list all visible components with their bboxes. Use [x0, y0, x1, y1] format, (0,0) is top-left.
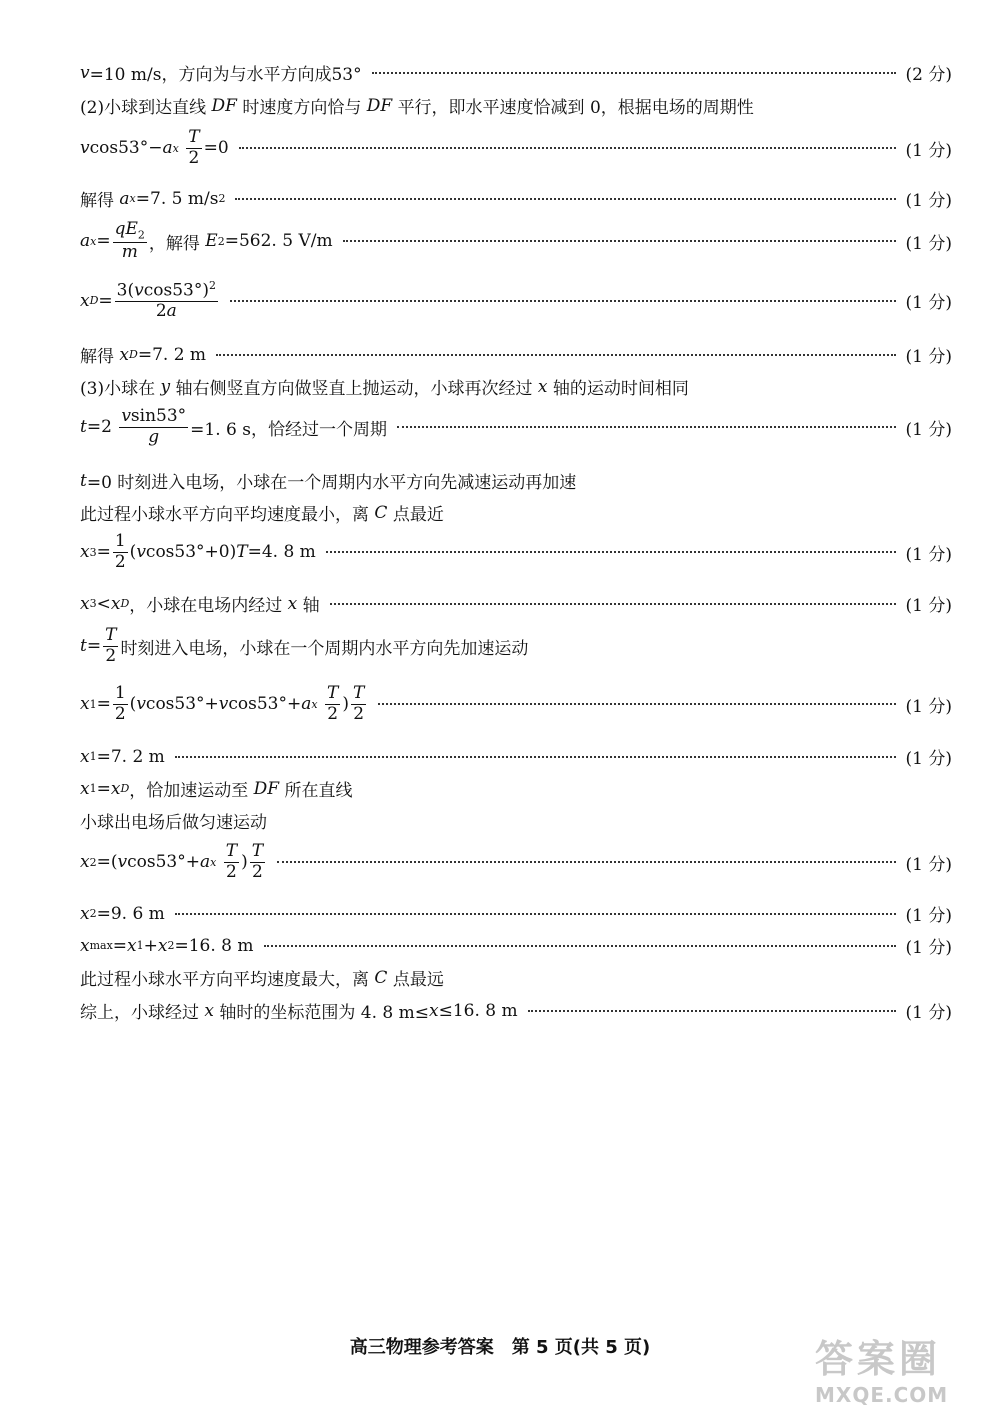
answer-line [80, 500, 952, 525]
score-label: (1 分) [905, 696, 952, 717]
dot-leader [277, 861, 895, 863]
answer-line [80, 468, 952, 493]
answer-line [80, 93, 952, 118]
dot-leader [326, 551, 896, 553]
watermark-top: 答案圈 [815, 1337, 942, 1381]
score-label: (1 分) [905, 906, 952, 926]
score-label: (1 分) [905, 854, 952, 875]
answer-text: a x = $\frac{qE_2}{m}$ ，解得 E 2 =562. 5 V/m [80, 219, 333, 263]
score-label: (1 分) [905, 419, 952, 440]
answer-line [80, 965, 952, 990]
dot-leader [528, 1010, 896, 1012]
answer-line [80, 842, 952, 882]
dot-leader [216, 354, 895, 356]
score-label: (1 分) [905, 140, 952, 161]
answer-text: (3)小球在 y 轴右侧竖直方向做竖直上抛运动，小球再次经过 x 轴的运动时间相同 [80, 376, 689, 399]
score-label: (2 分) [905, 65, 952, 85]
answer-line [80, 626, 952, 666]
answer-text: x D = $\frac{3(vcos53^\circ)^2}{2a}$ [80, 279, 216, 322]
score-label: (1 分) [905, 191, 952, 211]
page-footer: 高三物理参考答案 第 5 页(共 5 页) [349, 1337, 651, 1358]
score-label: (1 分) [905, 233, 952, 254]
answer-line [80, 60, 952, 85]
answer-line [80, 933, 952, 958]
answer-line [80, 776, 952, 801]
score-label: (1 分) [905, 938, 952, 958]
dot-leader [235, 198, 895, 200]
dot-leader [343, 240, 896, 242]
answer-line [80, 591, 952, 616]
answer-text: 解得 a x =7. 5 m/s 2 [80, 188, 226, 211]
answer-text: t =2 $\frac{vsin53^\circ}{g}$ =1. 6 s，恰经过一个周期 [80, 406, 387, 447]
score-label: (1 分) [905, 749, 952, 769]
answer-text: (2)小球到达直线 DF 时速度方向恰与 DF 平行，即水平速度恰减到 0，根据电场的周期性 [80, 95, 754, 118]
dot-leader [230, 300, 896, 302]
answer-line [80, 220, 952, 263]
answer-line [80, 901, 952, 926]
answer-text: x 1 = $\frac{1}{2}$ ( v cos53°+ v cos53°+ a x $\frac{T}{2}$ ) $\frac{T}{2}$ [80, 683, 365, 724]
answer-text: v =10 m/s，方向为与水平方向成53° [80, 62, 362, 85]
answer-text: t =0 时刻进入电场，小球在一个周期内水平方向先减速运动再加速 [80, 470, 577, 493]
answer-line [80, 808, 952, 833]
answer-line [80, 342, 952, 367]
dot-leader [372, 72, 896, 74]
answer-text: x 3 < x D ，小球在电场内经过 x 轴 [80, 593, 320, 616]
answer-text: 小球出电场后做匀速运动 [80, 813, 267, 833]
answer-line [80, 407, 952, 447]
dot-leader [330, 603, 896, 605]
dot-leader [397, 426, 896, 428]
watermark-logo [815, 1328, 995, 1407]
answer-line [80, 186, 952, 211]
answer-line [80, 374, 952, 399]
answer-line [80, 280, 952, 322]
answer-text: x 2 =9. 6 m [80, 903, 165, 924]
answer-text: x 1 = x D ，恰加速运动至 DF 所在直线 [80, 778, 353, 801]
dot-leader [175, 913, 896, 915]
answer-line [80, 532, 952, 572]
answer-line [80, 744, 952, 769]
answer-text: v cos53°− a x $\frac{T}{2}$ =0 [80, 127, 229, 168]
answer-text: x 2 =( v cos53°+ a x $\frac{T}{2}$ ) $\frac{T}{2}$ [80, 841, 264, 882]
watermark-bottom: MXQE.COM [815, 1383, 949, 1407]
score-label: (1 分) [905, 544, 952, 565]
answer-line [80, 684, 952, 724]
answer-text: 解得 x D =7. 2 m [80, 344, 207, 367]
answer-text: x 1 =7. 2 m [80, 746, 165, 767]
answer-text: 此过程小球水平方向平均速度最大，离 C 点最远 [80, 967, 444, 990]
dot-leader [378, 703, 895, 705]
dot-leader [175, 756, 896, 758]
answer-line [80, 998, 952, 1023]
score-label: (1 分) [905, 347, 952, 367]
score-label: (1 分) [905, 596, 952, 616]
answer-line [80, 128, 952, 168]
answer-text: 此过程小球水平方向平均速度最小，离 C 点最近 [80, 502, 444, 525]
dot-leader [264, 945, 896, 947]
answer-text: x max = x 1 + x 2 =16. 8 m [80, 935, 254, 956]
score-label: (1 分) [905, 1003, 952, 1023]
answer-text: t = $\frac{T}{2}$ 时刻进入电场，小球在一个周期内水平方向先加速运动 [80, 625, 529, 666]
dot-leader [239, 147, 896, 149]
answer-text: x 3 = $\frac{1}{2}$ ( v cos53°+0) T =4. 8 m [80, 531, 316, 572]
score-label: (1 分) [905, 293, 952, 314]
answer-text: 综上，小球经过 x 轴时的坐标范围为 4. 8 m≤ x ≤16. 8 m [80, 1000, 518, 1023]
